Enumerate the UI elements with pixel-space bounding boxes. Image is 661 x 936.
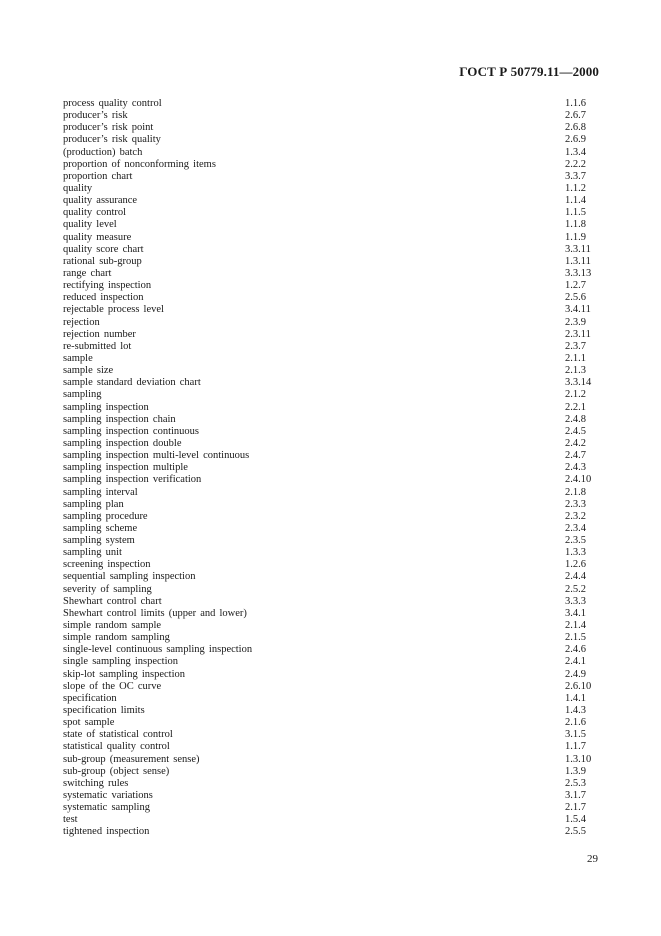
index-entry xyxy=(63,268,598,280)
index-ref: 1.5.4 xyxy=(565,814,586,826)
index-ref: 1.1.4 xyxy=(565,195,586,207)
index-entry xyxy=(63,705,598,717)
index-term: sample standard deviation chart xyxy=(63,377,201,389)
index-term: sample size xyxy=(63,365,114,377)
index-term: rejection number xyxy=(63,328,136,340)
index-entry xyxy=(63,499,598,511)
index-ref: 3.3.7 xyxy=(565,170,586,182)
index-entry xyxy=(63,341,598,353)
index-ref: 1.1.7 xyxy=(565,741,586,753)
index-term: quality assurance xyxy=(63,195,138,207)
index-ref: 2.3.2 xyxy=(565,510,586,522)
index-ref: 2.6.7 xyxy=(565,110,586,122)
index-term: sampling system xyxy=(63,535,135,547)
index-entry xyxy=(63,389,598,401)
index-ref: 3.1.5 xyxy=(565,729,586,741)
index-term: Shewhart control chart xyxy=(63,595,162,607)
index-term: switching rules xyxy=(63,777,129,789)
index-term: re-submitted lot xyxy=(63,340,132,352)
index-term: producer’s risk quality xyxy=(63,134,161,146)
index-ref: 2.5.2 xyxy=(565,583,586,595)
index-ref: 1.1.5 xyxy=(565,207,586,219)
index-entry xyxy=(63,304,598,316)
index-ref: 2.6.9 xyxy=(565,134,586,146)
index-term: proportion chart xyxy=(63,170,133,182)
index-entry xyxy=(63,207,598,219)
index-ref: 2.4.7 xyxy=(565,450,586,462)
index-ref: 1.2.7 xyxy=(565,280,586,292)
term-index-list xyxy=(63,98,598,839)
index-term: sampling interval xyxy=(63,486,138,498)
index-entry xyxy=(63,584,598,596)
index-term: sampling scheme xyxy=(63,522,138,534)
index-ref: 3.4.11 xyxy=(565,304,591,316)
index-entry xyxy=(63,98,598,110)
index-term: producer’s risk point xyxy=(63,122,154,134)
index-entry xyxy=(63,414,598,426)
index-ref: 2.1.2 xyxy=(565,389,586,401)
index-term: rejectable process level xyxy=(63,304,164,316)
index-entry xyxy=(63,353,598,365)
index-ref: 1.1.8 xyxy=(565,219,586,231)
index-term: sampling inspection double xyxy=(63,437,182,449)
index-term: reduced inspection xyxy=(63,292,144,304)
index-term: simple random sample xyxy=(63,620,162,632)
index-ref: 2.4.1 xyxy=(565,656,586,668)
index-ref: 1.3.3 xyxy=(565,547,586,559)
index-entry xyxy=(63,134,598,146)
index-term: sampling inspection continuous xyxy=(63,425,199,437)
index-term: sampling inspection multi-level continuous xyxy=(63,450,250,462)
index-ref: 2.4.4 xyxy=(565,571,586,583)
index-term: spot sample xyxy=(63,717,115,729)
index-term: process quality control xyxy=(63,98,162,109)
index-entry xyxy=(63,487,598,499)
index-term: state of statistical control xyxy=(63,729,173,741)
index-ref: 2.5.5 xyxy=(565,826,586,838)
index-ref: 1.4.3 xyxy=(565,705,586,717)
index-entry xyxy=(63,219,598,231)
index-entry xyxy=(63,244,598,256)
index-ref: 2.4.8 xyxy=(565,413,586,425)
index-ref: 2.1.3 xyxy=(565,365,586,377)
index-entry xyxy=(63,365,598,377)
index-term: single sampling inspection xyxy=(63,656,178,668)
index-entry xyxy=(63,183,598,195)
index-ref: 2.4.3 xyxy=(565,462,586,474)
index-term: systematic sampling xyxy=(63,802,150,814)
index-entry xyxy=(63,292,598,304)
index-entry xyxy=(63,462,598,474)
index-ref: 1.2.6 xyxy=(565,559,586,571)
index-term: quality xyxy=(63,182,93,194)
index-entry xyxy=(63,329,598,341)
index-entry xyxy=(63,766,598,778)
index-entry xyxy=(63,717,598,729)
index-ref: 1.3.4 xyxy=(565,146,586,158)
index-entry xyxy=(63,171,598,183)
index-entry xyxy=(63,195,598,207)
index-ref: 2.5.6 xyxy=(565,292,586,304)
index-ref: 2.1.1 xyxy=(565,352,586,364)
index-entry xyxy=(63,681,598,693)
index-entry xyxy=(63,669,598,681)
index-ref: 3.1.7 xyxy=(565,790,586,802)
index-entry xyxy=(63,256,598,268)
index-term: range chart xyxy=(63,267,112,279)
index-ref: 2.6.8 xyxy=(565,122,586,134)
index-ref: 3.3.3 xyxy=(565,595,586,607)
index-term: test xyxy=(63,814,78,826)
index-entry xyxy=(63,559,598,571)
index-entry xyxy=(63,535,598,547)
index-entry xyxy=(63,159,598,171)
index-ref: 2.3.9 xyxy=(565,316,586,328)
index-term: quality level xyxy=(63,219,117,231)
index-ref: 2.3.3 xyxy=(565,498,586,510)
index-entry xyxy=(63,754,598,766)
index-ref: 2.2.1 xyxy=(565,401,586,413)
index-term: sampling plan xyxy=(63,498,124,510)
index-term: skip-lot sampling inspection xyxy=(63,668,185,680)
index-ref: 1.3.11 xyxy=(565,255,591,267)
index-entry xyxy=(63,280,598,292)
index-entry xyxy=(63,826,598,838)
index-entry xyxy=(63,571,598,583)
index-entry xyxy=(63,377,598,389)
index-entry xyxy=(63,232,598,244)
index-entry xyxy=(63,729,598,741)
index-term: sampling unit xyxy=(63,547,122,559)
index-ref: 1.1.6 xyxy=(565,98,586,109)
index-ref: 2.5.3 xyxy=(565,777,586,789)
index-ref: 3.4.1 xyxy=(565,607,586,619)
index-term: sub-group (measurement sense) xyxy=(63,753,200,765)
index-entry xyxy=(63,438,598,450)
index-entry xyxy=(63,741,598,753)
index-ref: 3.3.13 xyxy=(565,267,592,279)
index-ref: 2.4.5 xyxy=(565,425,586,437)
index-entry xyxy=(63,790,598,802)
index-ref: 2.4.9 xyxy=(565,668,586,680)
index-term: rational sub-group xyxy=(63,255,142,267)
index-entry xyxy=(63,632,598,644)
index-term: sub-group (object sense) xyxy=(63,765,170,777)
index-term: quality score chart xyxy=(63,243,144,255)
index-term: simple random sampling xyxy=(63,632,170,644)
index-entry xyxy=(63,644,598,656)
index-entry xyxy=(63,474,598,486)
index-term: sequential sampling inspection xyxy=(63,571,196,583)
index-entry xyxy=(63,778,598,790)
index-ref: 2.4.6 xyxy=(565,644,586,656)
index-ref: 2.1.6 xyxy=(565,717,586,729)
index-ref: 2.1.8 xyxy=(565,486,586,498)
document-header: ГОСТ Р 50779.11—2000 xyxy=(459,64,599,79)
index-term: rejection xyxy=(63,316,100,328)
index-term: Shewhart control limits (upper and lower) xyxy=(63,607,247,619)
index-term: proportion of nonconforming items xyxy=(63,158,216,170)
index-ref: 3.3.11 xyxy=(565,243,591,255)
index-term: single-level continuous sampling inspection xyxy=(63,644,253,656)
index-term: screening inspection xyxy=(63,559,151,571)
index-entry xyxy=(63,122,598,134)
index-ref: 1.3.10 xyxy=(565,753,592,765)
index-term: specification limits xyxy=(63,705,145,717)
index-ref: 1.4.1 xyxy=(565,692,586,704)
index-entry xyxy=(63,608,598,620)
index-term: quality measure xyxy=(63,231,132,243)
index-ref: 1.1.2 xyxy=(565,182,586,194)
index-term: severity of sampling xyxy=(63,583,152,595)
index-entry xyxy=(63,693,598,705)
index-ref: 2.2.2 xyxy=(565,158,586,170)
index-term: sampling inspection xyxy=(63,401,149,413)
index-term: specification xyxy=(63,692,117,704)
index-term: producer’s risk xyxy=(63,110,128,122)
index-ref: 2.3.11 xyxy=(565,328,591,340)
index-ref: 2.3.4 xyxy=(565,522,586,534)
index-term: sampling xyxy=(63,389,102,401)
index-entry xyxy=(63,511,598,523)
index-entry xyxy=(63,596,598,608)
index-entry xyxy=(63,110,598,122)
index-ref: 2.1.5 xyxy=(565,632,586,644)
index-ref: 1.3.9 xyxy=(565,765,586,777)
index-entry xyxy=(63,547,598,559)
index-term: (production) batch xyxy=(63,146,143,158)
index-term: slope of the OC curve xyxy=(63,680,162,692)
index-ref: 2.3.5 xyxy=(565,535,586,547)
index-term: sampling inspection multiple xyxy=(63,462,188,474)
index-entry xyxy=(63,523,598,535)
index-term: tightened inspection xyxy=(63,826,150,838)
index-entry xyxy=(63,317,598,329)
index-ref: 3.3.14 xyxy=(565,377,592,389)
index-term: sampling inspection verification xyxy=(63,474,202,486)
index-ref: 1.1.9 xyxy=(565,231,586,243)
index-term: statistical quality control xyxy=(63,741,170,753)
index-ref: 2.4.2 xyxy=(565,437,586,449)
index-ref: 2.6.10 xyxy=(565,680,592,692)
index-entry xyxy=(63,814,598,826)
index-term: sample xyxy=(63,352,93,364)
index-term: sampling procedure xyxy=(63,510,148,522)
index-ref: 2.1.7 xyxy=(565,802,586,814)
index-entry xyxy=(63,402,598,414)
index-ref: 2.3.7 xyxy=(565,340,586,352)
index-ref: 2.4.10 xyxy=(565,474,592,486)
index-entry xyxy=(63,802,598,814)
index-entry xyxy=(63,426,598,438)
index-entry xyxy=(63,656,598,668)
index-ref: 2.1.4 xyxy=(565,620,586,632)
index-term: rectifying inspection xyxy=(63,280,152,292)
index-entry xyxy=(63,450,598,462)
index-entry xyxy=(63,620,598,632)
index-term: sampling inspection chain xyxy=(63,413,176,425)
index-term: systematic variations xyxy=(63,790,153,802)
index-entry xyxy=(63,147,598,159)
index-term: quality control xyxy=(63,207,127,219)
page-number: 29 xyxy=(587,853,598,865)
